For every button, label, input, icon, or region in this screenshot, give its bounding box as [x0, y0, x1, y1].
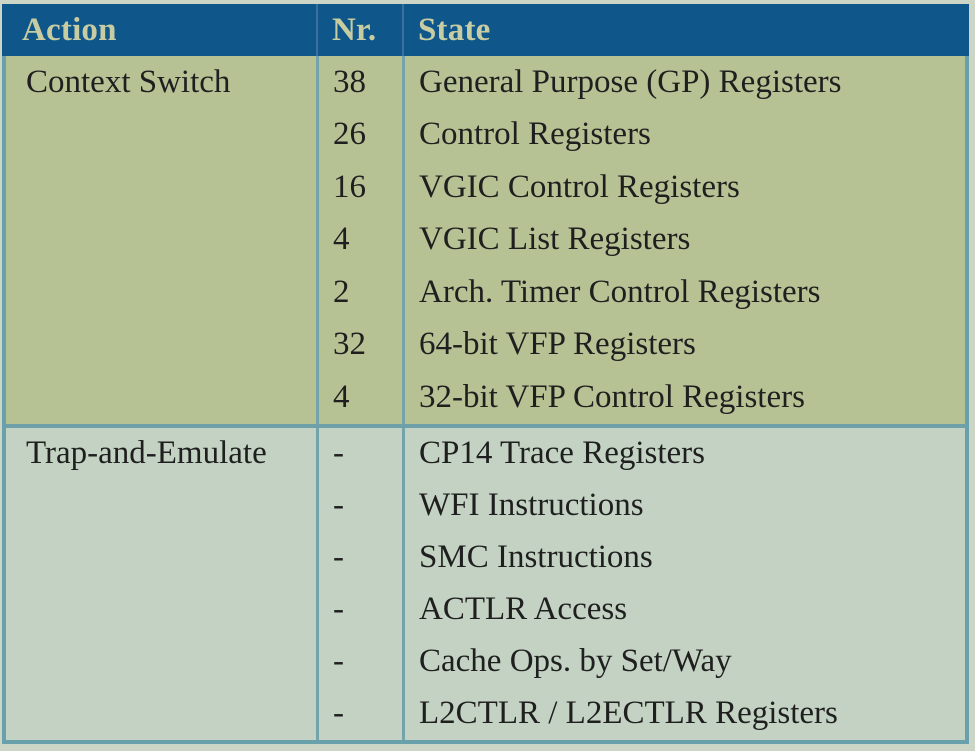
- action-cell: [6, 371, 316, 424]
- action-cell: [6, 480, 316, 532]
- column-header-action: Action: [22, 11, 117, 48]
- action-cell: [6, 584, 316, 636]
- table-row: [6, 266, 965, 319]
- state-cell: 64-bit VFP Registers: [402, 319, 965, 372]
- table-row: [6, 428, 965, 480]
- table-row: [6, 214, 965, 267]
- state-cell: Control Registers: [402, 109, 965, 162]
- action-cell: Context Switch: [26, 63, 231, 100]
- table-row: [6, 584, 965, 636]
- action-cell: [6, 214, 316, 267]
- action-cell: [6, 161, 316, 214]
- column-header-state: State: [402, 4, 969, 56]
- action-cell: [6, 266, 316, 319]
- table-row: [6, 161, 965, 214]
- column-header-nr: Nr.: [316, 4, 402, 56]
- table-row: [6, 636, 965, 688]
- action-cell: [6, 688, 316, 740]
- table-row: [6, 688, 965, 740]
- nr-cell: 32: [316, 319, 402, 372]
- nr-cell: -: [316, 428, 402, 480]
- nr-cell: 2: [316, 266, 402, 319]
- action-cell: Trap-and-Emulate: [26, 435, 267, 471]
- table-row: [6, 371, 965, 424]
- action-cell: [6, 319, 316, 372]
- state-cell: VGIC Control Registers: [402, 161, 965, 214]
- action-cell: [6, 532, 316, 584]
- table-row: [6, 319, 965, 372]
- table-row: [6, 480, 965, 532]
- state-cell: 32-bit VFP Control Registers: [402, 371, 965, 424]
- nr-cell: -: [316, 532, 402, 584]
- nr-cell: 4: [316, 214, 402, 267]
- nr-cell: -: [316, 636, 402, 688]
- action-cell: [6, 636, 316, 688]
- state-cell: General Purpose (GP) Registers: [402, 56, 965, 109]
- table-body: [2, 56, 969, 744]
- state-cell: ACTLR Access: [402, 584, 965, 636]
- state-cell: Arch. Timer Control Registers: [402, 266, 965, 319]
- table-header-row: [2, 4, 969, 56]
- nr-cell: 4: [316, 371, 402, 424]
- state-cell: CP14 Trace Registers: [402, 428, 965, 480]
- state-cell: L2CTLR / L2ECTLR Registers: [402, 688, 965, 740]
- nr-cell: 38: [316, 56, 402, 109]
- nr-cell: -: [316, 584, 402, 636]
- state-cell: WFI Instructions: [402, 480, 965, 532]
- nr-cell: -: [316, 688, 402, 740]
- action-cell: [6, 109, 316, 162]
- table-row: [6, 56, 965, 109]
- state-cell: VGIC List Registers: [402, 214, 965, 267]
- table-row: [6, 532, 965, 584]
- table-row: [6, 109, 965, 162]
- vm-state-table: [2, 4, 969, 744]
- nr-cell: 26: [316, 109, 402, 162]
- state-cell: Cache Ops. by Set/Way: [402, 636, 965, 688]
- section-trap-and-emulate: [6, 424, 965, 740]
- section-context-switch: [6, 56, 965, 424]
- nr-cell: 16: [316, 161, 402, 214]
- state-cell: SMC Instructions: [402, 532, 965, 584]
- nr-cell: -: [316, 480, 402, 532]
